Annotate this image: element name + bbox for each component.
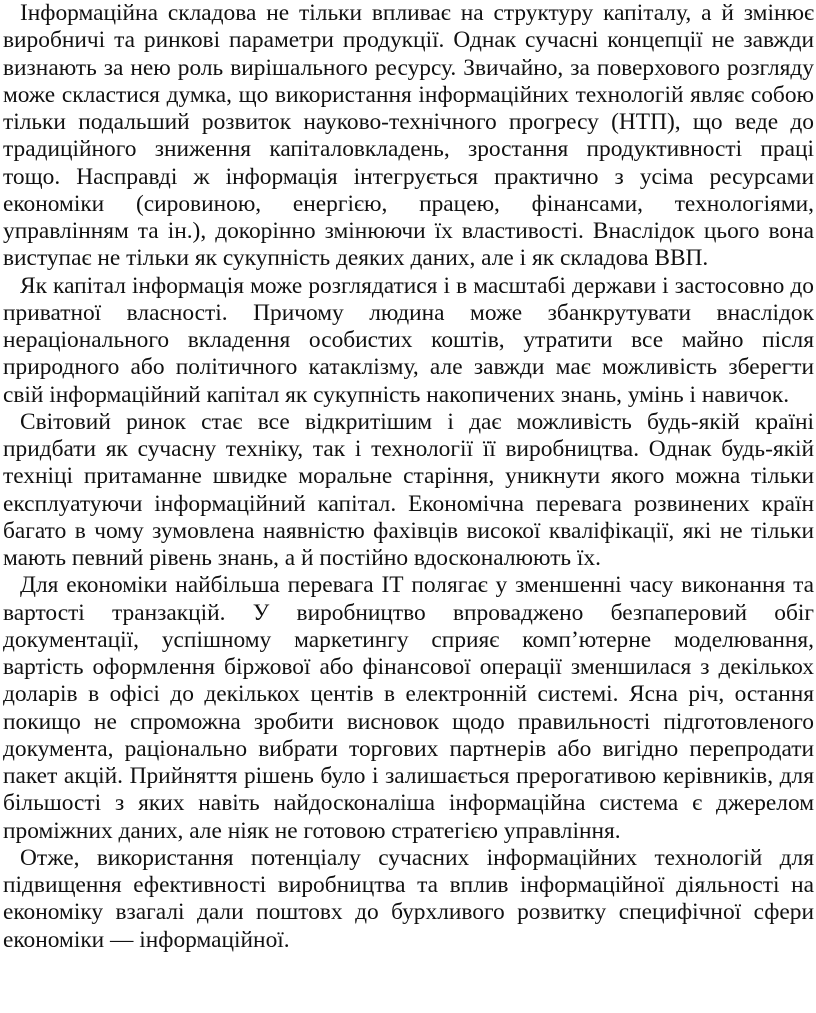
paragraph-it-advantages: Для економіки найбільша перевага ІТ полягає у зменшенні часу виконання та вартості транзакцій. У виробництво впроваджено безпаперовий обіг документації, успішному маркетингу сприяє комп’ютерне моделювання, вартість оформлення біржової або фінансової операції зменшилася з декількох доларів в офісі до декількох центів в електронній системі. Ясна річ, остання покищо не спроможна зробити висновок щодо правильності підготовленого документа, раціонально вибрати торгових партнерів або вигідно перепродати пакет акцій. Прийняття рішень було і залишається прерогативою керівників, для більшості з яких навіть найдосконаліша інформаційна система є джерелом проміжних даних, але ніяк не готовою стратегією управління. xyxy=(3,572,814,844)
paragraph-conclusion: Отже, використання потенціалу сучасних інформаційних технологій для підвищення ефективності виробництва та вплив інформаційної діяльності на економіку взагалі дали поштовх до бурхливого розвитку специфічної сфери економіки — інформаційної. xyxy=(3,844,814,953)
paragraph-information-component: Інформаційна складова не тільки впливає на структуру капіталу, а й змінює виробничі та ринкові параметри продукції. Однак сучасні концепції не завжди визнають за нею роль вирішального ресурсу. Звичайно, за поверхового розгляду може скластися думка, що використання інформаційних технологій являє собою тільки подальший розвиток науково-технічного прогресу (НТП), що веде до традиційного зниження капіталовкладень, зростання продуктивності праці тощо. Насправді ж інформація інтегрується практично з усіма ресурсами економіки (сировиною, енергією, працею, фінансами, технологіями, управлінням та ін.), докорінно змінюючи їх властивості. Внаслідок цього вона виступає не тільки як сукупність деяких даних, але і як складова ВВП. xyxy=(3,0,814,272)
paragraph-information-as-capital: Як капітал інформація може розглядатися і в масштабі держави і застосовно до приватної власності. Причому людина може збанкрутувати внаслідок нераціонального вкладення особистих коштів, утратити все майно після природного або політичного катаклізму, але завжди має можливість зберегти свій інформаційний капітал як сукупність накопичених знань, умінь і навичок. xyxy=(3,272,814,408)
paragraph-world-market: Світовий ринок стає все відкритішим і дає можливість будь-якій країні придбати як сучасну техніку, так і технології її виробництва. Однак будь-якій техніці притаманне швидке моральне старіння, уникнути якого можна тільки експлуатуючи інформаційний капітал. Економічна перевага розвинених країн багато в чому зумовлена наявністю фахівців високої кваліфікації, які не тільки мають певний рівень знань, а й постійно вдосконалюють їх. xyxy=(3,408,814,571)
